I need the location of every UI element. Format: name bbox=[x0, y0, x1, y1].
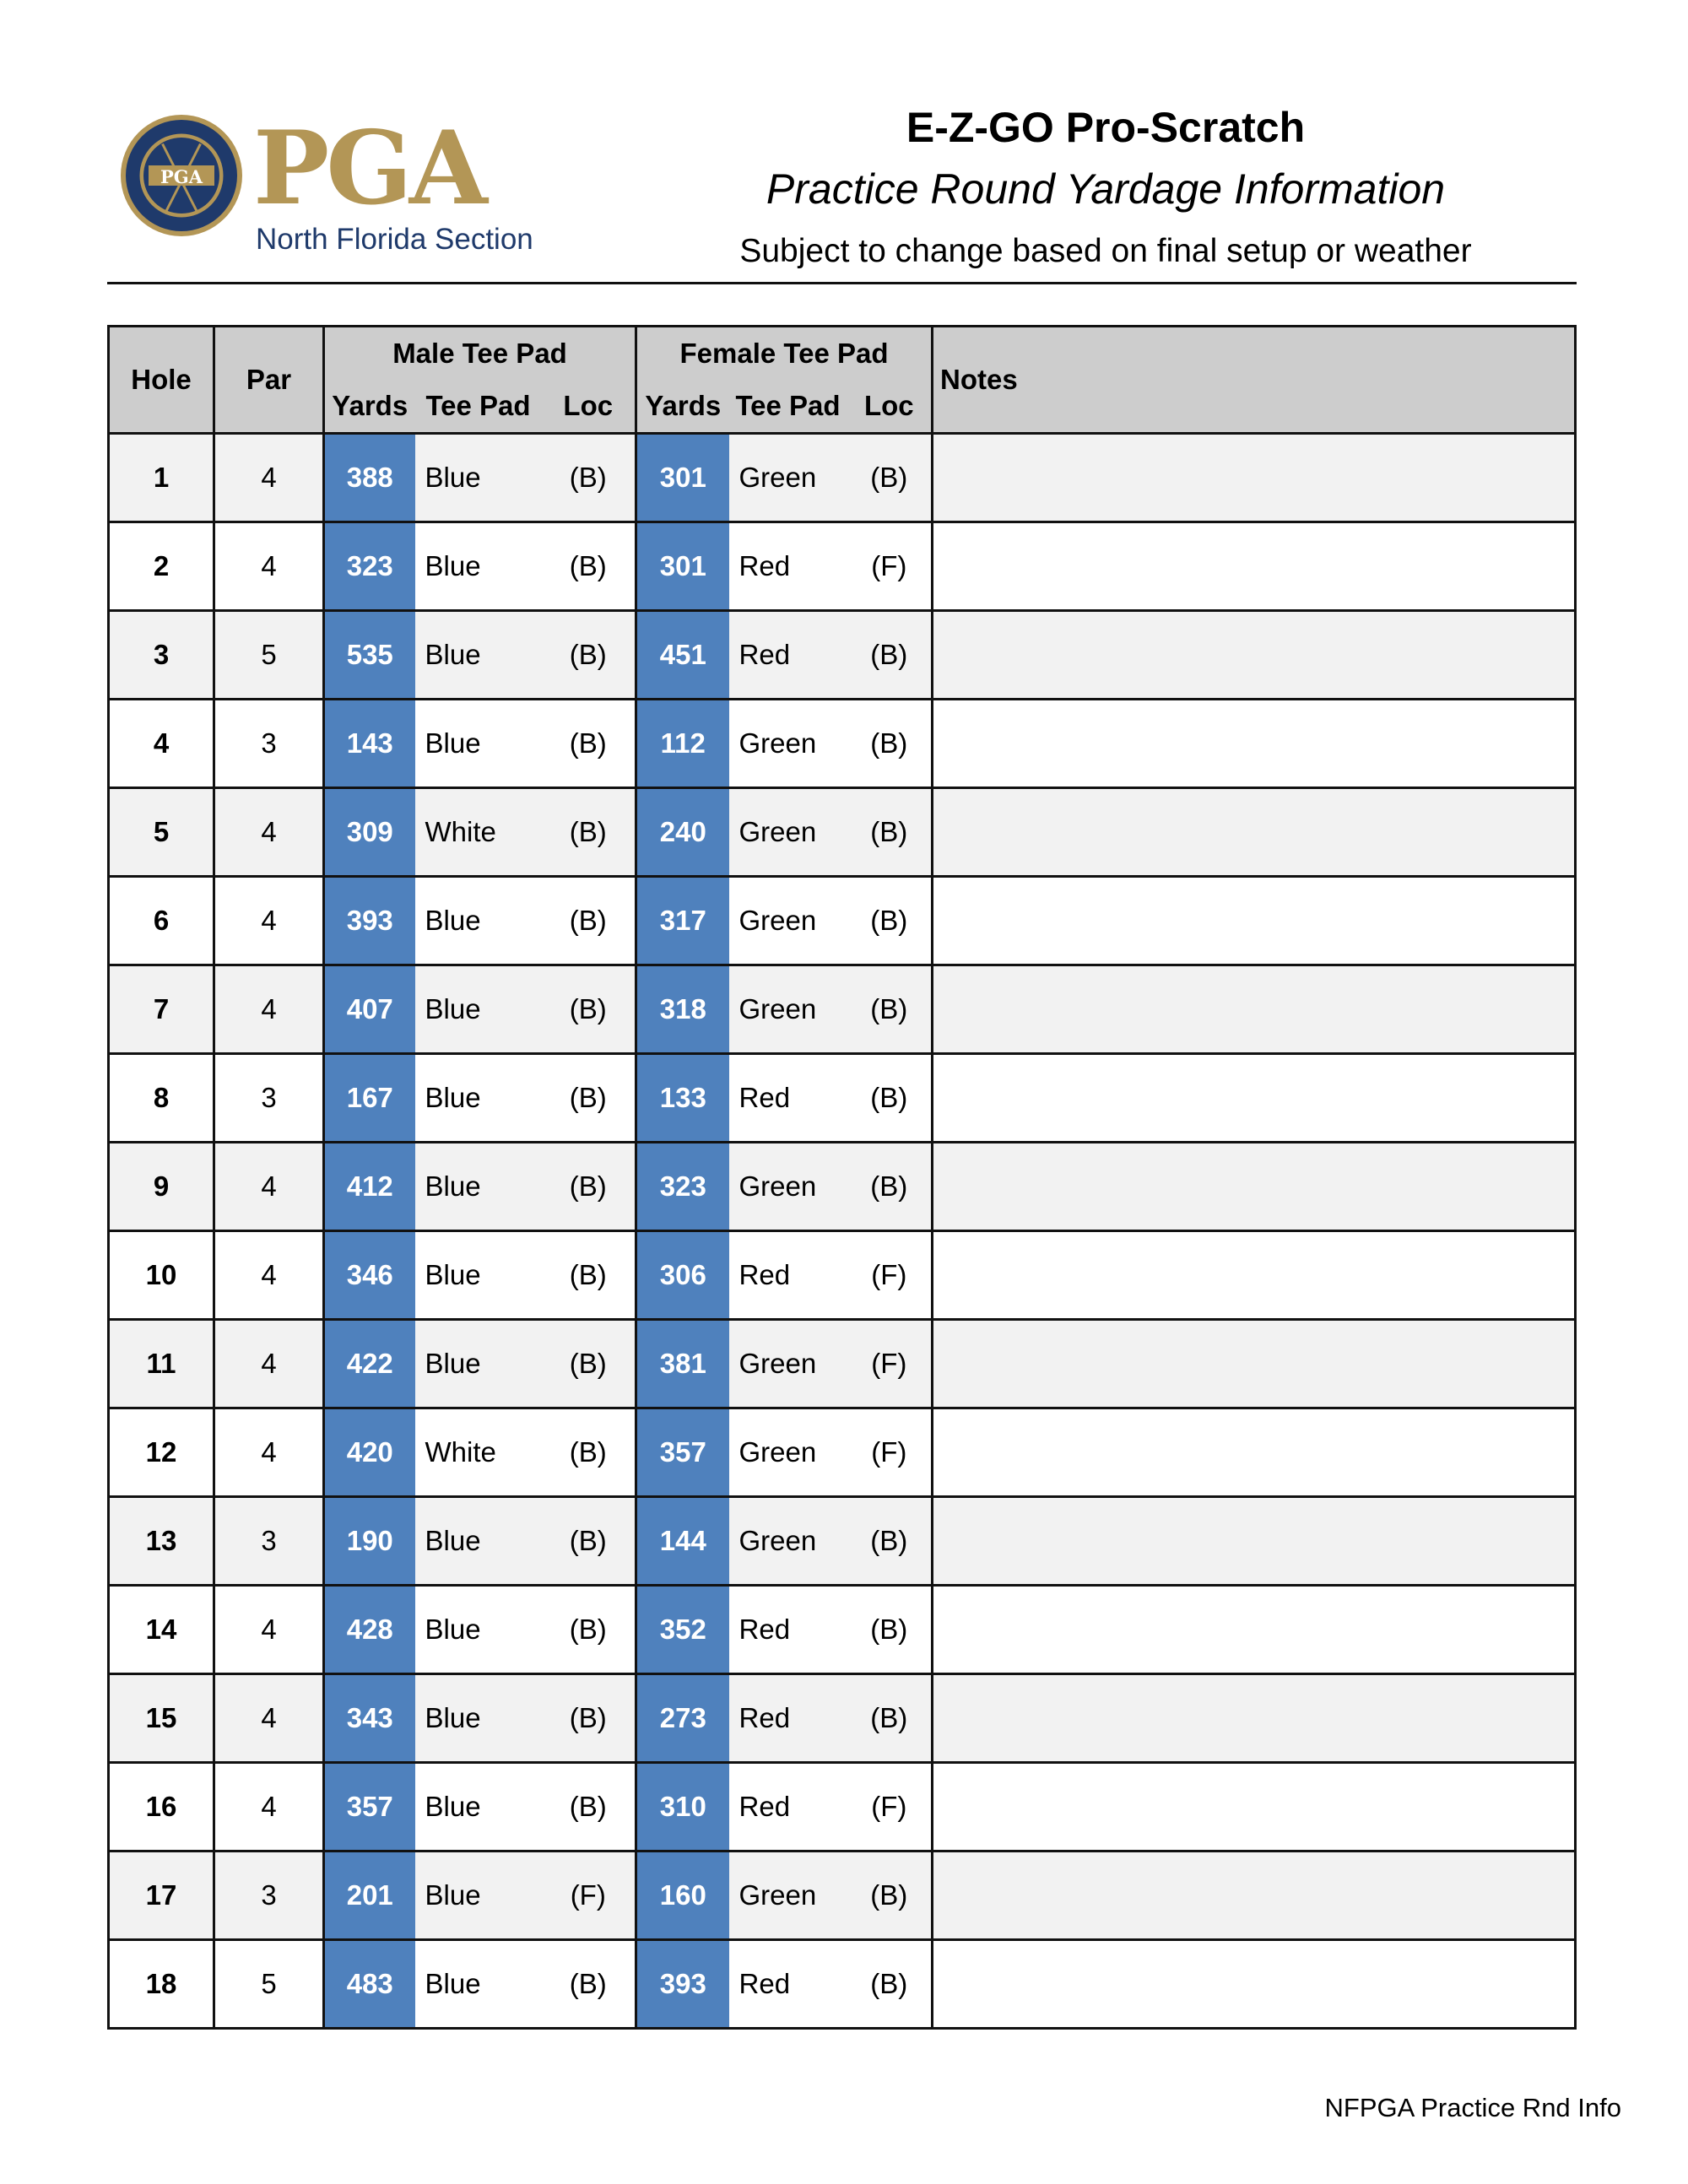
table-row bbox=[109, 1054, 1576, 1143]
female-yards-cell: 317 bbox=[636, 877, 729, 965]
female-yards-cell: 240 bbox=[636, 788, 729, 877]
male-yards-cell: 167 bbox=[324, 1054, 415, 1143]
par-cell: 4 bbox=[214, 788, 324, 877]
female-loc-cell: (B) bbox=[847, 965, 933, 1054]
par-cell: 3 bbox=[214, 1497, 324, 1586]
male-loc-cell: (B) bbox=[542, 700, 636, 788]
notes-cell bbox=[933, 1408, 1576, 1497]
female-yards-cell: 381 bbox=[636, 1320, 729, 1408]
male-tee-pad-cell: Blue bbox=[415, 1940, 542, 2029]
table-row bbox=[109, 1320, 1576, 1408]
female-loc-cell: (F) bbox=[847, 1408, 933, 1497]
female-yards-cell: 393 bbox=[636, 1940, 729, 2029]
header-divider bbox=[107, 282, 1577, 284]
male-loc-cell: (B) bbox=[542, 522, 636, 611]
hole-cell: 14 bbox=[109, 1586, 214, 1674]
par-cell: 4 bbox=[214, 1586, 324, 1674]
hole-cell: 17 bbox=[109, 1852, 214, 1940]
male-loc-cell: (F) bbox=[542, 1852, 636, 1940]
footer-label: NFPGA Practice Rnd Info bbox=[1324, 2093, 1621, 2122]
header-female-tee: Tee Pad bbox=[729, 380, 847, 434]
par-cell: 4 bbox=[214, 965, 324, 1054]
yardage-table bbox=[107, 325, 1577, 2030]
pga-wordmark: PGA bbox=[253, 109, 484, 228]
hole-cell: 3 bbox=[109, 611, 214, 700]
hole-cell: 13 bbox=[109, 1497, 214, 1586]
par-cell: 5 bbox=[214, 611, 324, 700]
header-female-yards: Yards bbox=[636, 380, 729, 434]
table-row bbox=[109, 1586, 1576, 1674]
notes-cell bbox=[933, 1320, 1576, 1408]
female-yards-cell: 323 bbox=[636, 1143, 729, 1231]
female-loc-cell: (F) bbox=[847, 1763, 933, 1852]
male-tee-pad-cell: Blue bbox=[415, 1852, 542, 1940]
female-loc-cell: (B) bbox=[847, 1143, 933, 1231]
female-loc-cell: (B) bbox=[847, 1586, 933, 1674]
notes-cell bbox=[933, 434, 1576, 522]
par-cell: 4 bbox=[214, 1143, 324, 1231]
notes-cell bbox=[933, 877, 1576, 965]
header-male-loc: Loc bbox=[542, 380, 636, 434]
female-loc-cell: (B) bbox=[847, 1674, 933, 1763]
par-cell: 4 bbox=[214, 1231, 324, 1320]
female-tee-pad-cell: Red bbox=[729, 1054, 847, 1143]
female-tee-pad-cell: Green bbox=[729, 434, 847, 522]
table-row bbox=[109, 1940, 1576, 2029]
male-loc-cell: (B) bbox=[542, 1763, 636, 1852]
male-yards-cell: 346 bbox=[324, 1231, 415, 1320]
male-yards-cell: 393 bbox=[324, 877, 415, 965]
female-yards-cell: 160 bbox=[636, 1852, 729, 1940]
par-cell: 4 bbox=[214, 877, 324, 965]
female-loc-cell: (B) bbox=[847, 877, 933, 965]
female-yards-cell: 318 bbox=[636, 965, 729, 1054]
notes-cell bbox=[933, 1231, 1576, 1320]
par-cell: 4 bbox=[214, 434, 324, 522]
male-tee-pad-cell: Blue bbox=[415, 700, 542, 788]
female-yards-cell: 451 bbox=[636, 611, 729, 700]
table-row bbox=[109, 1763, 1576, 1852]
female-yards-cell: 352 bbox=[636, 1586, 729, 1674]
male-loc-cell: (B) bbox=[542, 1940, 636, 2029]
female-tee-pad-cell: Green bbox=[729, 877, 847, 965]
male-yards-cell: 201 bbox=[324, 1852, 415, 1940]
notes-cell bbox=[933, 611, 1576, 700]
table-row bbox=[109, 788, 1576, 877]
par-cell: 4 bbox=[214, 1763, 324, 1852]
male-yards-cell: 428 bbox=[324, 1586, 415, 1674]
hole-cell: 6 bbox=[109, 877, 214, 965]
female-tee-pad-cell: Red bbox=[729, 1586, 847, 1674]
female-yards-cell: 112 bbox=[636, 700, 729, 788]
female-tee-pad-cell: Red bbox=[729, 1674, 847, 1763]
header-female-loc: Loc bbox=[847, 380, 933, 434]
female-loc-cell: (B) bbox=[847, 434, 933, 522]
notes-cell bbox=[933, 965, 1576, 1054]
hole-cell: 15 bbox=[109, 1674, 214, 1763]
female-tee-pad-cell: Green bbox=[729, 700, 847, 788]
table-row bbox=[109, 700, 1576, 788]
female-tee-pad-cell: Green bbox=[729, 788, 847, 877]
female-tee-pad-cell: Red bbox=[729, 1231, 847, 1320]
female-tee-pad-cell: Green bbox=[729, 1852, 847, 1940]
female-yards-cell: 301 bbox=[636, 522, 729, 611]
male-loc-cell: (B) bbox=[542, 1586, 636, 1674]
par-cell: 3 bbox=[214, 1852, 324, 1940]
par-cell: 4 bbox=[214, 1408, 324, 1497]
par-cell: 5 bbox=[214, 1940, 324, 2029]
male-tee-pad-cell: Blue bbox=[415, 1763, 542, 1852]
par-cell: 4 bbox=[214, 522, 324, 611]
male-yards-cell: 420 bbox=[324, 1408, 415, 1497]
hole-cell: 8 bbox=[109, 1054, 214, 1143]
male-yards-cell: 407 bbox=[324, 965, 415, 1054]
male-loc-cell: (B) bbox=[542, 1674, 636, 1763]
male-loc-cell: (B) bbox=[542, 1231, 636, 1320]
female-tee-pad-cell: Green bbox=[729, 1408, 847, 1497]
female-yards-cell: 301 bbox=[636, 434, 729, 522]
hole-cell: 16 bbox=[109, 1763, 214, 1852]
notes-cell bbox=[933, 1054, 1576, 1143]
male-yards-cell: 412 bbox=[324, 1143, 415, 1231]
hole-cell: 11 bbox=[109, 1320, 214, 1408]
male-tee-pad-cell: Blue bbox=[415, 1674, 542, 1763]
notes-cell bbox=[933, 1497, 1576, 1586]
male-tee-pad-cell: Blue bbox=[415, 611, 542, 700]
female-loc-cell: (F) bbox=[847, 1320, 933, 1408]
hole-cell: 9 bbox=[109, 1143, 214, 1231]
table-row bbox=[109, 434, 1576, 522]
table-row bbox=[109, 1231, 1576, 1320]
male-loc-cell: (B) bbox=[542, 788, 636, 877]
notes-cell bbox=[933, 788, 1576, 877]
male-tee-pad-cell: Blue bbox=[415, 1054, 542, 1143]
par-cell: 4 bbox=[214, 1320, 324, 1408]
table-row bbox=[109, 1852, 1576, 1940]
header-female-tee-pad: Female Tee Pad bbox=[636, 327, 933, 381]
table-row bbox=[109, 1674, 1576, 1763]
par-cell: 3 bbox=[214, 700, 324, 788]
female-tee-pad-cell: Green bbox=[729, 965, 847, 1054]
male-tee-pad-cell: Blue bbox=[415, 1497, 542, 1586]
table-row bbox=[109, 1408, 1576, 1497]
hole-cell: 10 bbox=[109, 1231, 214, 1320]
male-tee-pad-cell: Blue bbox=[415, 1231, 542, 1320]
table-row bbox=[109, 1497, 1576, 1586]
male-tee-pad-cell: Blue bbox=[415, 965, 542, 1054]
page-title: E-Z-GO Pro-Scratch bbox=[906, 104, 1306, 151]
header-notes: Notes bbox=[933, 327, 1576, 434]
hole-cell: 7 bbox=[109, 965, 214, 1054]
male-loc-cell: (B) bbox=[542, 1320, 636, 1408]
female-tee-pad-cell: Red bbox=[729, 522, 847, 611]
male-tee-pad-cell: Blue bbox=[415, 522, 542, 611]
female-loc-cell: (B) bbox=[847, 1054, 933, 1143]
table-row bbox=[109, 877, 1576, 965]
hole-cell: 2 bbox=[109, 522, 214, 611]
notes-cell bbox=[933, 700, 1576, 788]
female-loc-cell: (F) bbox=[847, 1231, 933, 1320]
male-loc-cell: (B) bbox=[542, 1143, 636, 1231]
male-yards-cell: 422 bbox=[324, 1320, 415, 1408]
male-loc-cell: (B) bbox=[542, 1497, 636, 1586]
female-yards-cell: 273 bbox=[636, 1674, 729, 1763]
hole-cell: 4 bbox=[109, 700, 214, 788]
female-tee-pad-cell: Green bbox=[729, 1320, 847, 1408]
hole-cell: 12 bbox=[109, 1408, 214, 1497]
header-par: Par bbox=[214, 327, 324, 434]
male-loc-cell: (B) bbox=[542, 611, 636, 700]
male-yards-cell: 483 bbox=[324, 1940, 415, 2029]
disclaimer: Subject to change based on final setup or weather bbox=[739, 233, 1472, 269]
male-yards-cell: 323 bbox=[324, 522, 415, 611]
table-row bbox=[109, 965, 1576, 1054]
male-loc-cell: (B) bbox=[542, 877, 636, 965]
notes-cell bbox=[933, 1852, 1576, 1940]
male-yards-cell: 357 bbox=[324, 1763, 415, 1852]
female-tee-pad-cell: Green bbox=[729, 1143, 847, 1231]
female-tee-pad-cell: Green bbox=[729, 1497, 847, 1586]
table-row bbox=[109, 611, 1576, 700]
notes-cell bbox=[933, 1586, 1576, 1674]
notes-cell bbox=[933, 1763, 1576, 1852]
header-male-tee-pad: Male Tee Pad bbox=[324, 327, 636, 381]
female-loc-cell: (F) bbox=[847, 522, 933, 611]
male-tee-pad-cell: Blue bbox=[415, 877, 542, 965]
female-yards-cell: 144 bbox=[636, 1497, 729, 1586]
female-yards-cell: 357 bbox=[636, 1408, 729, 1497]
table-row bbox=[109, 1143, 1576, 1231]
notes-cell bbox=[933, 1940, 1576, 2029]
female-tee-pad-cell: Red bbox=[729, 1940, 847, 2029]
notes-cell bbox=[933, 1143, 1576, 1231]
par-cell: 4 bbox=[214, 1674, 324, 1763]
female-loc-cell: (B) bbox=[847, 700, 933, 788]
female-loc-cell: (B) bbox=[847, 1497, 933, 1586]
male-loc-cell: (B) bbox=[542, 965, 636, 1054]
male-tee-pad-cell: Blue bbox=[415, 1143, 542, 1231]
header-hole: Hole bbox=[109, 327, 214, 434]
male-tee-pad-cell: Blue bbox=[415, 434, 542, 522]
male-tee-pad-cell: Blue bbox=[415, 1586, 542, 1674]
header-male-tee: Tee Pad bbox=[415, 380, 542, 434]
male-tee-pad-cell: Blue bbox=[415, 1320, 542, 1408]
female-loc-cell: (B) bbox=[847, 788, 933, 877]
male-tee-pad-cell: White bbox=[415, 1408, 542, 1497]
male-yards-cell: 343 bbox=[324, 1674, 415, 1763]
page-subtitle: Practice Round Yardage Information bbox=[766, 165, 1446, 213]
female-loc-cell: (B) bbox=[847, 1852, 933, 1940]
male-loc-cell: (B) bbox=[542, 1408, 636, 1497]
male-loc-cell: (B) bbox=[542, 1054, 636, 1143]
table-row bbox=[109, 522, 1576, 611]
male-yards-cell: 388 bbox=[324, 434, 415, 522]
hole-cell: 5 bbox=[109, 788, 214, 877]
male-yards-cell: 309 bbox=[324, 788, 415, 877]
header-male-yards: Yards bbox=[324, 380, 415, 434]
male-loc-cell: (B) bbox=[542, 434, 636, 522]
hole-cell: 18 bbox=[109, 1940, 214, 2029]
male-tee-pad-cell: White bbox=[415, 788, 542, 877]
female-loc-cell: (B) bbox=[847, 1940, 933, 2029]
svg-text:PGA: PGA bbox=[160, 166, 203, 187]
female-yards-cell: 310 bbox=[636, 1763, 729, 1852]
female-tee-pad-cell: Red bbox=[729, 611, 847, 700]
par-cell: 3 bbox=[214, 1054, 324, 1143]
male-yards-cell: 190 bbox=[324, 1497, 415, 1586]
section-name: North Florida Section bbox=[256, 223, 533, 256]
female-loc-cell: (B) bbox=[847, 611, 933, 700]
male-yards-cell: 143 bbox=[324, 700, 415, 788]
female-yards-cell: 133 bbox=[636, 1054, 729, 1143]
female-tee-pad-cell: Red bbox=[729, 1763, 847, 1852]
hole-cell: 1 bbox=[109, 434, 214, 522]
male-yards-cell: 535 bbox=[324, 611, 415, 700]
female-yards-cell: 306 bbox=[636, 1231, 729, 1320]
notes-cell bbox=[933, 1674, 1576, 1763]
pga-seal-logo bbox=[118, 112, 245, 239]
notes-cell bbox=[933, 522, 1576, 611]
